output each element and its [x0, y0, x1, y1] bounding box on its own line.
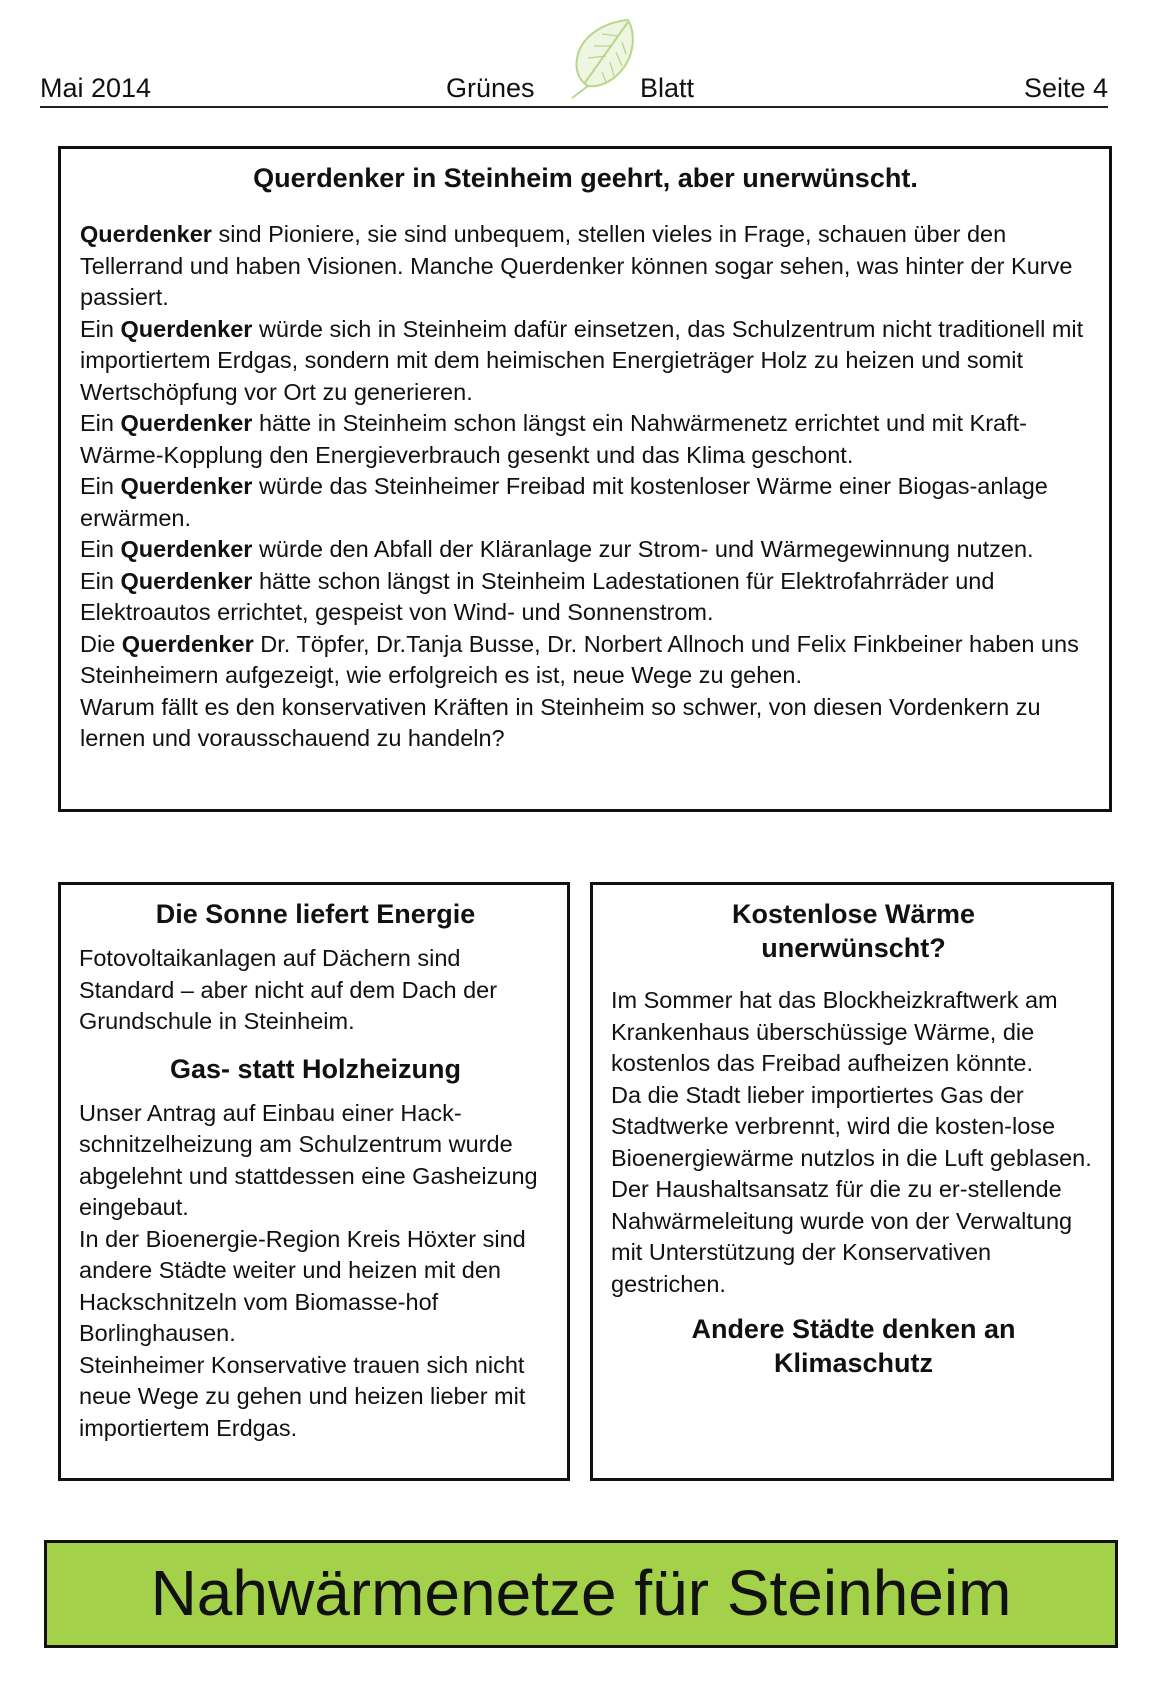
article-paragraph: Ein Querdenker hätte schon längst in Steinheim Ladestationen für Elektrofahrräder und Elektroautos errichtet, gespeist von Wind- und Sonnenstrom. [80, 567, 995, 625]
main-article [58, 146, 1112, 812]
article-intro: Querdenker sind Pioniere, sie sind unbequem, stellen vieles in Frage, schauen über den Tellerrand und haben Visionen. Manche Querdenker können sogar sehen, was hinter der Kurve passiert. [80, 221, 1073, 310]
solar-heating-box [58, 882, 570, 1481]
article-paragraph: Die Querdenker Dr. Töpfer, Dr.Tanja Busse, Dr. Norbert Allnoch und Felix Finkbeiner haben uns Steinheimern aufgezeigt, wie erfolgreich es ist, neue Wege zu gehen. [80, 630, 1079, 688]
free-heat-box [590, 882, 1114, 1481]
heating-title: Gas- statt Holzheizung [169, 1053, 461, 1084]
banner-text: Nahwärmenetze für Steinheim [150, 1557, 1012, 1629]
solar-title: Die Sonne liefert Energie [155, 899, 476, 929]
free-heat-paragraph: Der Haushaltsansatz für die zu er-stellende Nahwärmeleitung wurde von der Verwaltung mit Unterstützung der Konservativen gestrichen. [611, 1176, 1073, 1297]
masthead-title-right: Blatt [640, 73, 695, 103]
solar-text: Fotovoltaikanlagen auf Dächern sind Standard – aber nicht auf dem Dach der Grundschule in Steinheim. [79, 945, 498, 1034]
article-paragraph: Ein Querdenker würde das Steinheimer Freibad mit kostenloser Wärme einer Biogas-anlage erwärmen. [80, 473, 1048, 531]
article-paragraph: Ein Querdenker würde den Abfall der Kläranlage zur Strom- und Wärmegewinnung nutzen. [80, 536, 1034, 562]
keyword: Querdenker [120, 315, 253, 342]
district-heating-banner [44, 1540, 1118, 1648]
keyword: Querdenker [120, 410, 253, 436]
climate-protection-title: Andere Städte denken an Klimaschutz [691, 1314, 1016, 1378]
issue-date: Mai 2014 [40, 73, 152, 103]
free-heat-paragraph: Da die Stadt lieber importiertes Gas der Stadtwerke verbrennt, wird die kosten-lose Bioenergiewärme nutzlos in die Luft geblasen. [611, 1081, 1092, 1171]
leaf-icon [566, 16, 642, 102]
heating-paragraph: In der Bioenergie-Region Kreis Höxter sind andere Städte weiter und heizen mit den Hackschnitzeln vom Biomasse-hof Borlinghausen. [79, 1225, 526, 1346]
keyword: Querdenker [80, 221, 212, 247]
masthead-title-left: Grünes [446, 73, 535, 103]
article-paragraph: Ein Querdenker hätte in Steinheim schon längst ein Nahwärmenetz errichtet und mit Kraft-Wärme-Kopplung den Energieverbrauch gesenkt und das Klima geschont. [80, 410, 1027, 468]
keyword: Querdenker [120, 473, 253, 499]
heating-paragraph: Steinheimer Konservative trauen sich nicht neue Wege zu gehen und heizen lieber mit importiertem Erdgas. [79, 1351, 526, 1441]
article-paragraph: Ein Querdenker würde sich in Steinheim dafür einsetzen, das Schulzentrum nicht traditionell mit importiertem Erdgas, sondern mit dem heimischen Energieträger Holz zu heizen und somit Wertschöpfung vor Ort zu generieren. [80, 315, 1084, 405]
article-closing: Warum fällt es den konservativen Kräften in Steinheim so schwer, von diesen Vordenkern zu lernen und vorausschauend zu handeln? [80, 693, 1041, 751]
keyword: Querdenker [120, 536, 253, 562]
keyword: Querdenker [120, 567, 253, 594]
keyword: Querdenker [121, 630, 254, 657]
main-article-title: Querdenker in Steinheim geehrt, aber unerwünscht. [253, 163, 918, 193]
heating-paragraph: Unser Antrag auf Einbau einer Hack-schnitzelheizung am Schulzentrum wurde abgelehnt und stattdessen eine Gasheizung eingebaut. [79, 1099, 538, 1220]
free-heat-title: Kostenlose Wärme unerwünscht? [731, 899, 976, 963]
free-heat-paragraph: Im Sommer hat das Blockheizkraftwerk am Krankenhaus überschüssige Wärme, die kostenlos das Freibad aufheizen könnte. [611, 987, 1058, 1076]
page-number: Seite 4 [1023, 73, 1108, 103]
